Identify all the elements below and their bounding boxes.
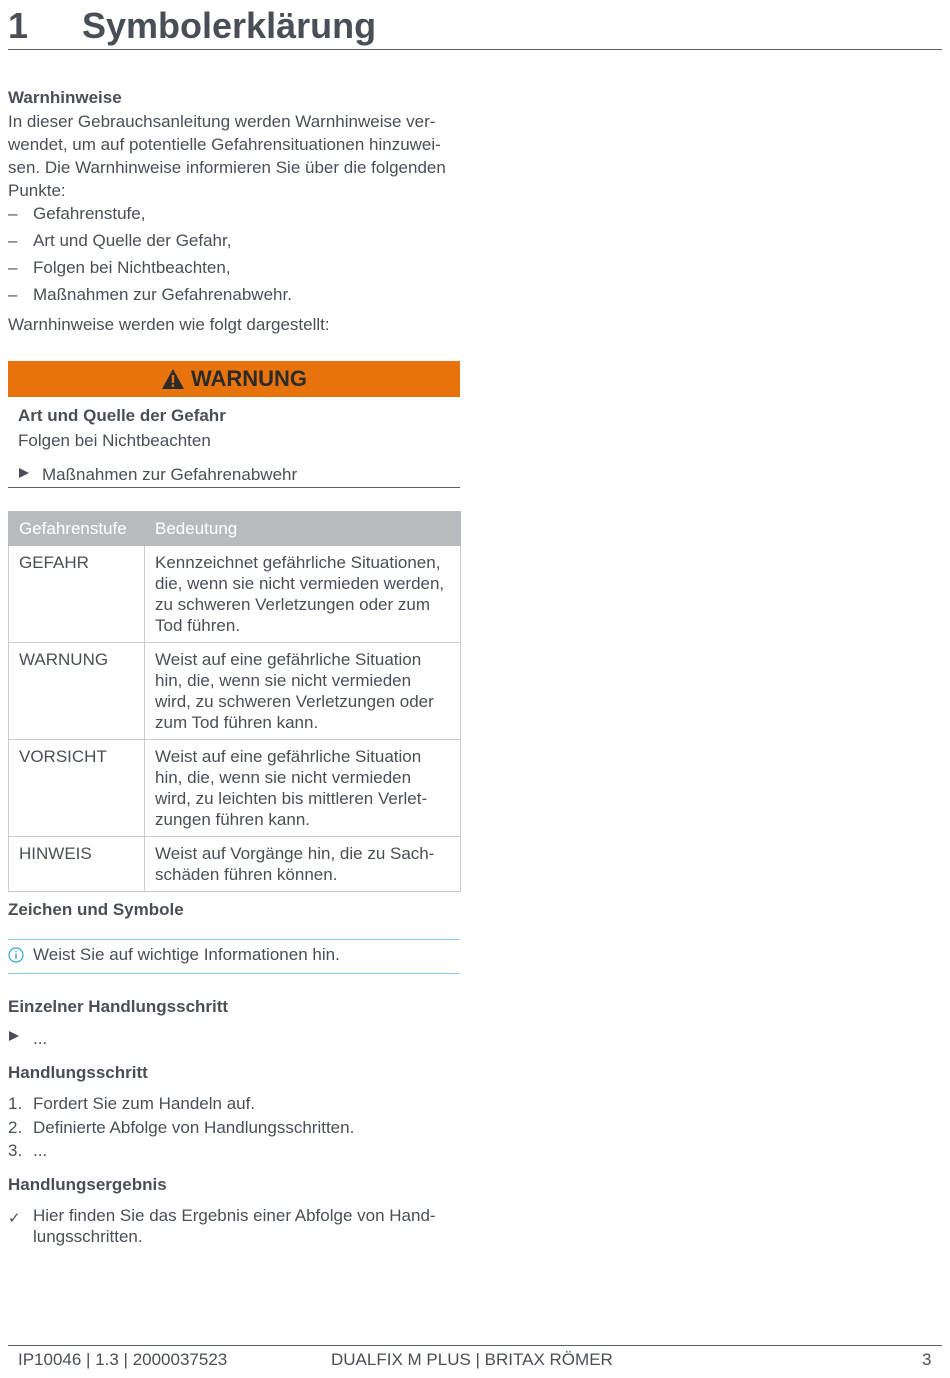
meaning-line: Weist auf eine gefährliche Situation: [155, 650, 422, 669]
meaning-line: wird, zu schweren Verletzungen oder: [155, 692, 434, 711]
result-line: lungsschritten.: [33, 1227, 143, 1246]
meaning-line: zungen führen kann.: [155, 810, 311, 829]
meaning-line: wird, zu leichten bis mittleren Verlet-: [155, 789, 428, 808]
single-step-text: ...: [33, 1029, 48, 1048]
dash-bullet: –: [8, 285, 18, 304]
meaning-line: hin, die, wenn sie nicht vermieden: [155, 768, 412, 787]
result-text: [33, 1205, 436, 1247]
chapter-number: 1: [8, 5, 29, 46]
intro-line: wendet, um auf potentielle Gefahrensituationen hinzuwei-: [8, 135, 441, 154]
footer-product: DUALFIX M PLUS | BRITAX RÖMER: [331, 1350, 613, 1369]
meaning-line: die, wenn sie nicht vermieden werden,: [155, 574, 445, 593]
meaning-line: hin, die, wenn sie nicht vermieden: [155, 671, 412, 690]
list-item-text: Gefahrenstufe,: [33, 204, 146, 223]
meaning-line: Tod führen.: [155, 616, 241, 635]
step-text: Fordert Sie zum Handeln auf.: [33, 1094, 256, 1113]
level-cell: VORSICHT: [9, 740, 145, 837]
table-row: [9, 837, 461, 892]
footer-divider: [8, 1345, 942, 1346]
warning-triangle-icon: [161, 368, 185, 390]
result-line: Hier finden Sie das Ergebnis einer Abfolge von Hand-: [33, 1206, 436, 1225]
step-text: ...: [33, 1141, 48, 1160]
info-note: [8, 939, 460, 974]
result-heading: Handlungsergebnis: [8, 1175, 167, 1194]
triangle-bullet-icon: [19, 468, 29, 478]
table-row: [9, 546, 461, 643]
warning-label: WARNUNG: [190, 366, 308, 391]
check-icon: ✓: [8, 1210, 21, 1227]
step-number: 3.: [8, 1141, 23, 1160]
table-header-row: [9, 512, 461, 546]
intro-line: sen. Die Warnhinweise informieren Sie über die folgenden: [8, 158, 446, 177]
intro-line: In dieser Gebrauchsanleitung werden Warnhinweise ver-: [8, 112, 436, 131]
step-number: 2.: [8, 1118, 23, 1137]
meaning-line: Kennzeichnet gefährliche Situationen,: [155, 553, 441, 572]
warning-consequence: Folgen bei Nichtbeachten: [18, 431, 211, 450]
level-cell: WARNUNG: [9, 643, 145, 740]
meaning-cell: [145, 643, 461, 740]
column-header: Gefahrenstufe: [9, 512, 145, 546]
triangle-bullet-icon: [9, 1031, 19, 1041]
column-header: Bedeutung: [145, 512, 461, 546]
warning-banner: [8, 361, 460, 397]
dash-bullet: –: [8, 204, 18, 223]
display-intro: Warnhinweise werden wie folgt dargestellt:: [8, 315, 330, 334]
meaning-line: schäden führen können.: [155, 865, 338, 884]
list-item-text: Maßnahmen zur Gefahrenabwehr.: [33, 285, 292, 304]
meaning-line: zu schweren Verletzungen oder zum: [155, 595, 430, 614]
warning-measure: Maßnahmen zur Gefahrenabwehr: [42, 465, 298, 484]
symbols-heading: Zeichen und Symbole: [8, 900, 184, 919]
dash-bullet: –: [8, 258, 18, 277]
meaning-line: Weist auf Vorgänge hin, die zu Sach-: [155, 844, 435, 863]
warnings-heading: Warnhinweise: [8, 88, 122, 107]
meaning-line: Weist auf eine gefährliche Situation: [155, 747, 422, 766]
intro-line: Punkte:: [8, 181, 66, 200]
footer-doc-id: IP10046 | 1.3 | 2000037523: [18, 1350, 228, 1369]
info-circle-icon: [8, 947, 24, 963]
chapter-header: [8, 2, 942, 50]
list-item-text: Art und Quelle der Gefahr,: [33, 231, 232, 250]
level-cell: HINWEIS: [9, 837, 145, 892]
meaning-cell: [145, 546, 461, 643]
table-row: [9, 643, 461, 740]
meaning-cell: [145, 740, 461, 837]
warning-source: Art und Quelle der Gefahr: [18, 406, 226, 425]
hazard-levels-table: [8, 511, 461, 892]
single-step-heading: Einzelner Handlungsschritt: [8, 997, 229, 1016]
info-text: Weist Sie auf wichtige Informationen hin.: [33, 945, 340, 964]
footer-page-number: 3: [922, 1350, 932, 1369]
chapter-title: Symbolerklärung: [82, 5, 377, 46]
warnings-intro: [8, 110, 460, 202]
step-number: 1.: [8, 1094, 23, 1113]
meaning-cell: [145, 837, 461, 892]
warning-box-divider: [8, 487, 460, 488]
list-item-text: Folgen bei Nichtbeachten,: [33, 258, 231, 277]
dash-bullet: –: [8, 231, 18, 250]
step-text: Definierte Abfolge von Handlungsschritten.: [33, 1118, 355, 1137]
steps-heading: Handlungsschritt: [8, 1063, 148, 1082]
meaning-line: zum Tod führen kann.: [155, 713, 319, 732]
level-cell: GEFAHR: [9, 546, 145, 643]
table-row: [9, 740, 461, 837]
